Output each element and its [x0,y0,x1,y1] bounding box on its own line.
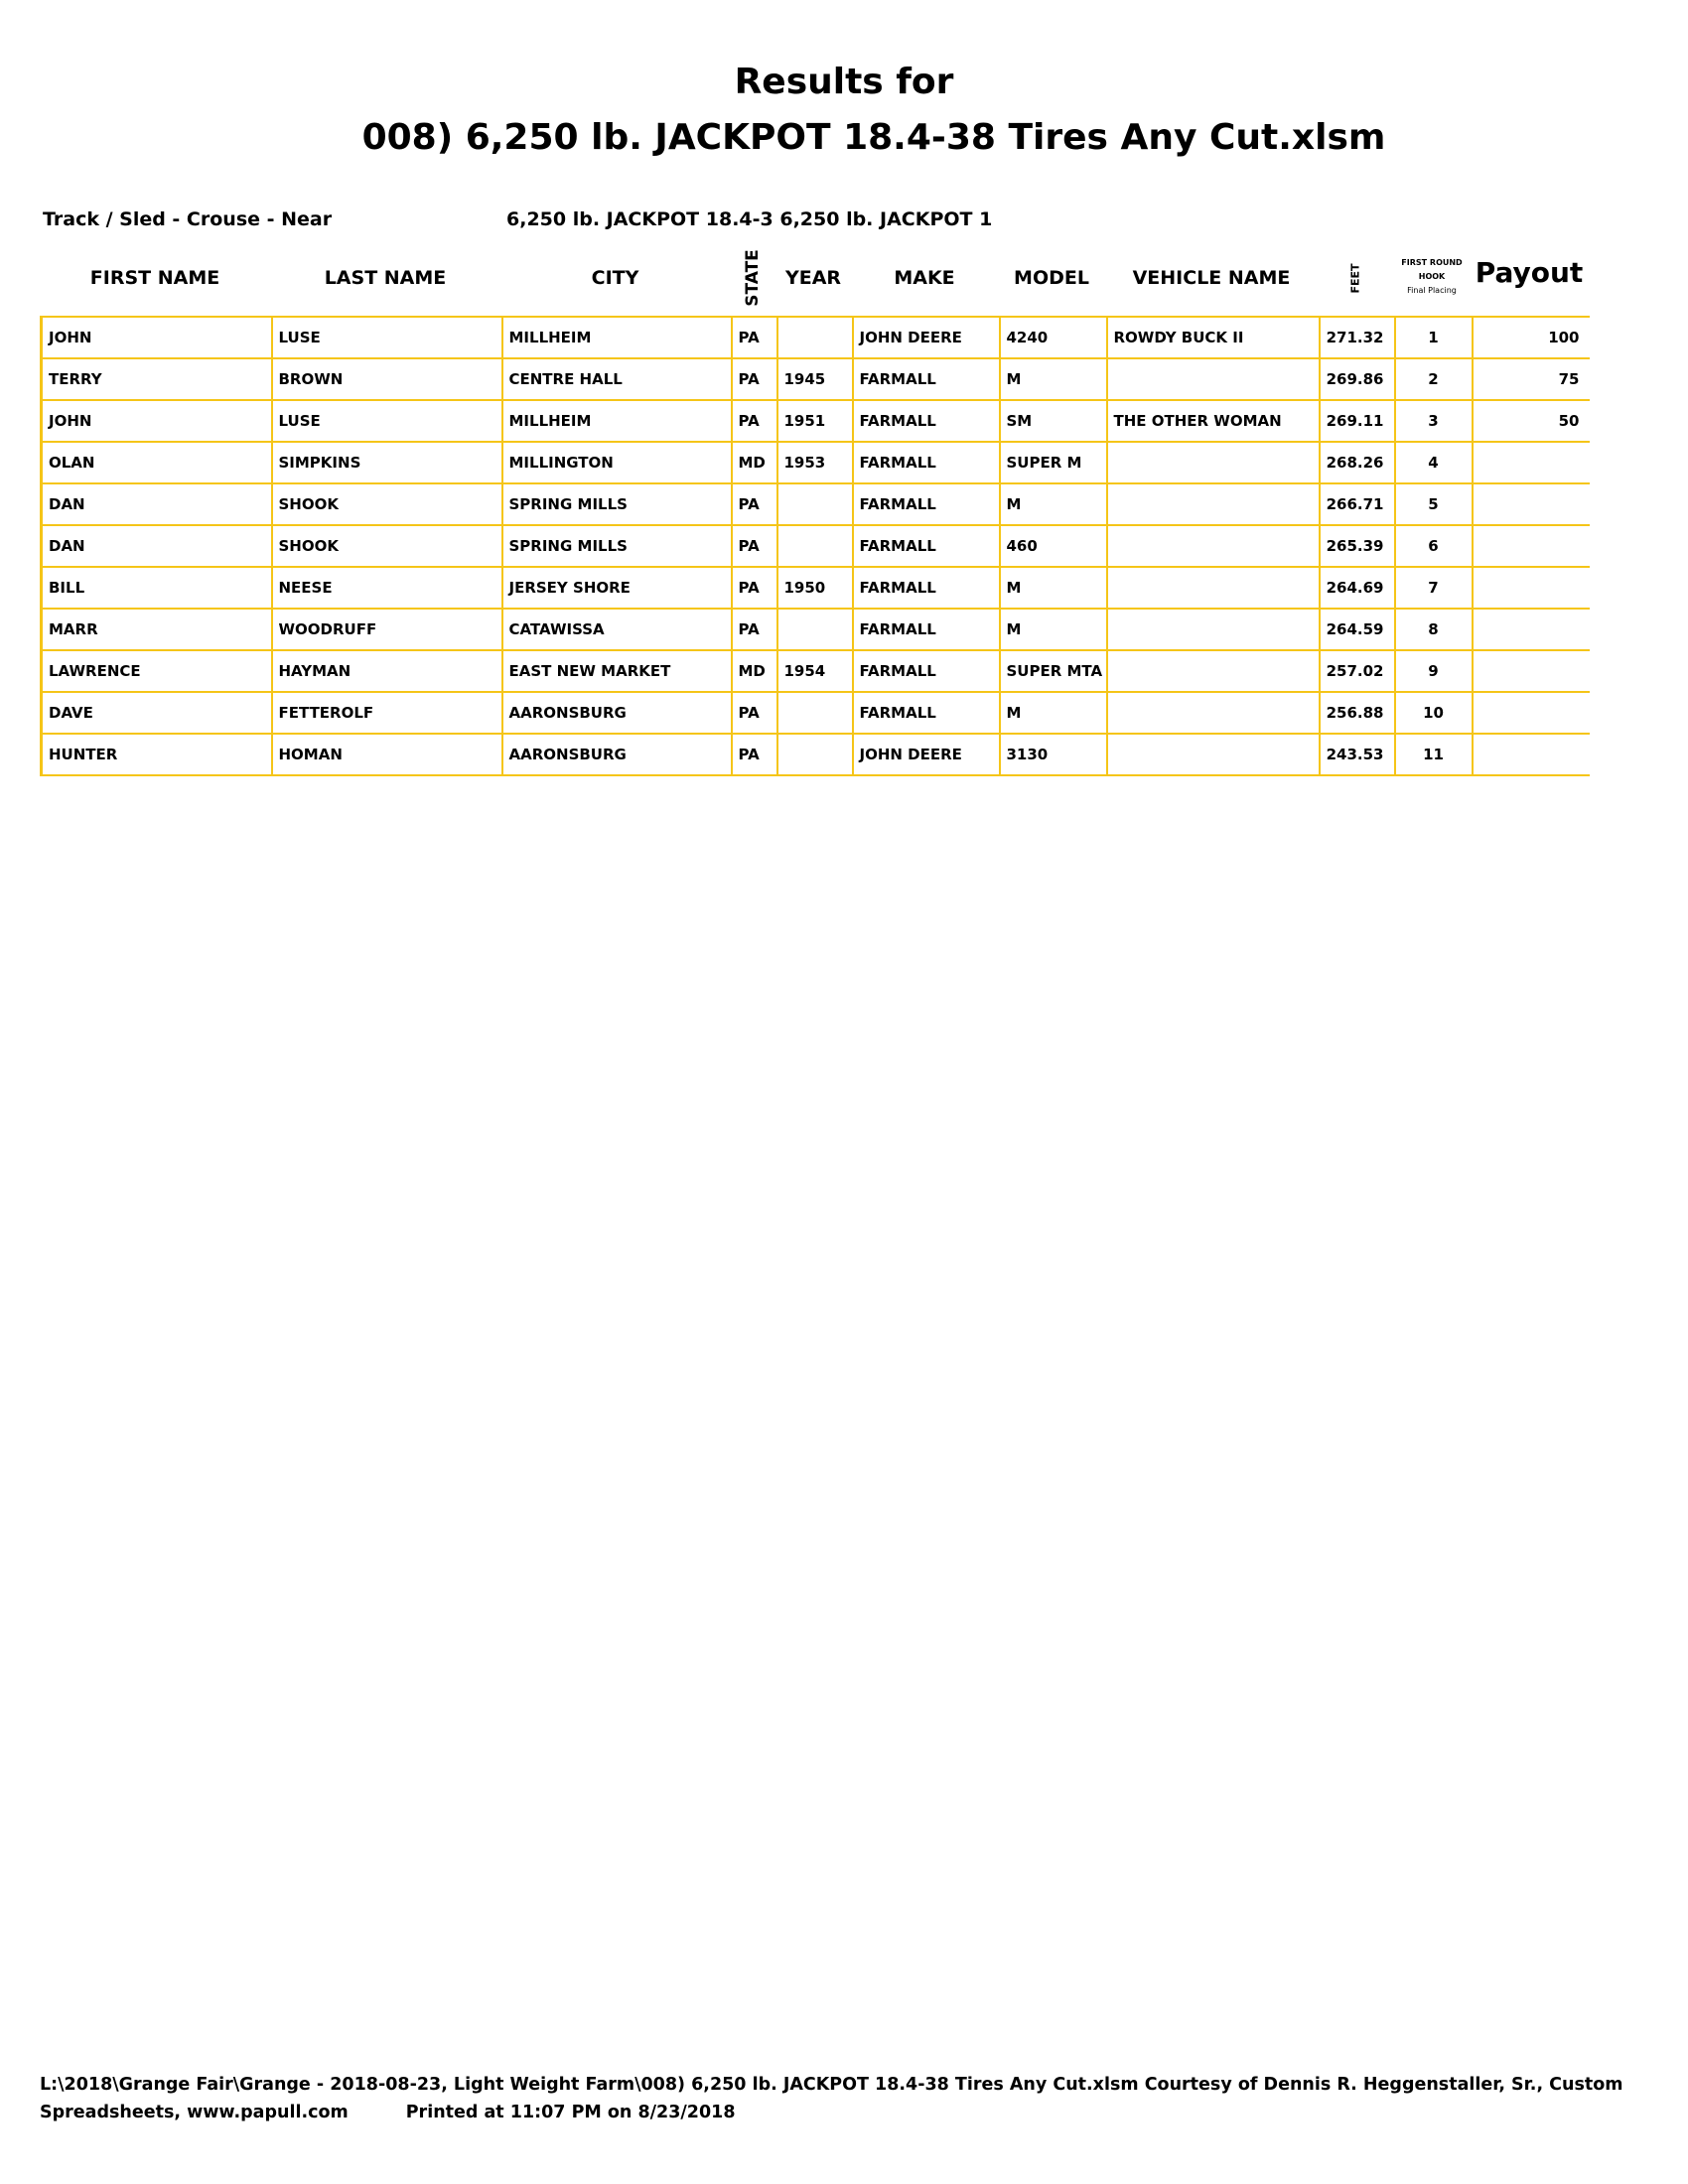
cell-place: 4 [1395,442,1473,483]
cell-payout [1473,650,1590,692]
cell-payout [1473,692,1590,734]
cell-year: 1950 [777,567,853,609]
cell-payout: 100 [1473,317,1590,358]
cell-last-name: WOODRUFF [272,609,502,650]
cell-vehicle-name [1107,567,1320,609]
table-row [42,483,1590,525]
table-row [42,567,1590,609]
cell-model: M [1000,692,1107,734]
table-row [42,400,1590,442]
cell-make: FARMALL [853,567,1000,609]
cell-first-name: JOHN [42,400,272,442]
cell-first-name: DAN [42,525,272,567]
footer-path: L:\2018\Grange Fair\Grange - 2018-08-23, Light Weight Farm\008) 6,250 lb. JACKPOT 18.4-38 Tires Any Cut.xlsm Courtesy of Dennis R. Heggenstaller, Sr., Custom [40,2075,1623,2095]
cell-place: 3 [1395,400,1473,442]
cell-vehicle-name [1107,734,1320,775]
cell-year [777,692,853,734]
cell-vehicle-name [1107,609,1320,650]
cell-make: FARMALL [853,483,1000,525]
cell-first-name: MARR [42,609,272,650]
footer [40,2071,1668,2126]
cell-first-name: BILL [42,567,272,609]
cell-city: MILLHEIM [502,400,732,442]
cell-year [777,734,853,775]
cell-state: PA [732,525,777,567]
cell-first-name: DAVE [42,692,272,734]
cell-model: SUPER M [1000,442,1107,483]
cell-model: SM [1000,400,1107,442]
header-last-name: LAST NAME [324,267,447,289]
class-title: 008) 6,250 lb. JACKPOT 18.4-38 Tires Any Cut.xlsm [361,117,1386,158]
cell-payout [1473,483,1590,525]
cell-payout [1473,442,1590,483]
cell-city: JERSEY SHORE [502,567,732,609]
cell-feet: 256.88 [1320,692,1395,734]
cell-city: EAST NEW MARKET [502,650,732,692]
header-make: MAKE [894,267,955,289]
cell-last-name: NEESE [272,567,502,609]
header-state: STATE [743,249,764,307]
results-table [40,316,1590,776]
cell-last-name: LUSE [272,400,502,442]
cell-place: 8 [1395,609,1473,650]
cell-feet: 268.26 [1320,442,1395,483]
cell-feet: 266.71 [1320,483,1395,525]
cell-city: MILLINGTON [502,442,732,483]
cell-place: 2 [1395,358,1473,400]
cell-year [777,609,853,650]
cell-first-name: DAN [42,483,272,525]
cell-feet: 269.86 [1320,358,1395,400]
cell-year: 1951 [777,400,853,442]
cell-model: M [1000,358,1107,400]
cell-state: PA [732,317,777,358]
cell-city: AARONSBURG [502,734,732,775]
footer-website: Spreadsheets, www.papull.com [40,2103,349,2122]
table-row [42,525,1590,567]
cell-make: JOHN DEERE [853,734,1000,775]
cell-state: PA [732,358,777,400]
cell-last-name: SHOOK [272,483,502,525]
cell-make: FARMALL [853,358,1000,400]
header-payout: Payout [1475,256,1584,289]
cell-first-name: HUNTER [42,734,272,775]
cell-payout: 50 [1473,400,1590,442]
table-row [42,358,1590,400]
cell-place: 7 [1395,567,1473,609]
cell-make: FARMALL [853,609,1000,650]
cell-place: 10 [1395,692,1473,734]
cell-year [777,317,853,358]
cell-feet: 264.69 [1320,567,1395,609]
cell-make: FARMALL [853,650,1000,692]
cell-state: PA [732,483,777,525]
cell-make: FARMALL [853,442,1000,483]
cell-feet: 243.53 [1320,734,1395,775]
cell-feet: 269.11 [1320,400,1395,442]
cell-last-name: SHOOK [272,525,502,567]
cell-payout: 75 [1473,358,1590,400]
track-label: Track / Sled - Crouse - Near [43,208,333,230]
cell-model: M [1000,483,1107,525]
header-city: CITY [591,267,639,289]
cell-model: 460 [1000,525,1107,567]
cell-model: 3130 [1000,734,1107,775]
header-model: MODEL [1014,267,1089,289]
cell-year [777,483,853,525]
cell-place: 5 [1395,483,1473,525]
cell-vehicle-name [1107,525,1320,567]
cell-year [777,525,853,567]
cell-state: PA [732,692,777,734]
cell-make: FARMALL [853,400,1000,442]
header-year: YEAR [784,267,842,289]
table-row [42,609,1590,650]
cell-city: SPRING MILLS [502,525,732,567]
cell-model: M [1000,567,1107,609]
cell-vehicle-name: THE OTHER WOMAN [1107,400,1320,442]
table-row [42,650,1590,692]
cell-first-name: OLAN [42,442,272,483]
cell-city: CENTRE HALL [502,358,732,400]
cell-payout [1473,609,1590,650]
table-row [42,442,1590,483]
cell-city: AARONSBURG [502,692,732,734]
cell-feet: 257.02 [1320,650,1395,692]
cell-make: JOHN DEERE [853,317,1000,358]
header-feet: FEET [1348,262,1362,294]
header-hook-placing: FIRST ROUND HOOK Final Placing [1401,258,1463,295]
cell-city: CATAWISSA [502,609,732,650]
cell-vehicle-name [1107,692,1320,734]
cell-state: MD [732,650,777,692]
cell-place: 11 [1395,734,1473,775]
page-title: Results for [734,62,954,102]
cell-vehicle-name [1107,650,1320,692]
table-row [42,692,1590,734]
cell-make: FARMALL [853,525,1000,567]
cell-feet: 264.59 [1320,609,1395,650]
cell-place: 6 [1395,525,1473,567]
cell-model: SUPER MTA [1000,650,1107,692]
cell-feet: 265.39 [1320,525,1395,567]
cell-place: 1 [1395,317,1473,358]
cell-last-name: HAYMAN [272,650,502,692]
cell-state: PA [732,734,777,775]
cell-last-name: HOMAN [272,734,502,775]
cell-feet: 271.32 [1320,317,1395,358]
cell-payout [1473,525,1590,567]
cell-first-name: LAWRENCE [42,650,272,692]
cell-year: 1954 [777,650,853,692]
class-label: 6,250 lb. JACKPOT 18.4-3 6,250 lb. JACKPOT 1 [506,208,993,230]
cell-model: M [1000,609,1107,650]
cell-state: PA [732,400,777,442]
cell-city: SPRING MILLS [502,483,732,525]
cell-last-name: SIMPKINS [272,442,502,483]
cell-payout [1473,567,1590,609]
table-row [42,734,1590,775]
cell-payout [1473,734,1590,775]
cell-state: PA [732,567,777,609]
cell-state: PA [732,609,777,650]
header-vehicle-name: VEHICLE NAME [1132,267,1291,289]
cell-vehicle-name [1107,358,1320,400]
cell-first-name: TERRY [42,358,272,400]
cell-last-name: BROWN [272,358,502,400]
cell-vehicle-name [1107,483,1320,525]
cell-last-name: LUSE [272,317,502,358]
cell-last-name: FETTEROLF [272,692,502,734]
cell-first-name: JOHN [42,317,272,358]
cell-make: FARMALL [853,692,1000,734]
cell-state: MD [732,442,777,483]
cell-year: 1953 [777,442,853,483]
cell-vehicle-name: ROWDY BUCK II [1107,317,1320,358]
cell-place: 9 [1395,650,1473,692]
cell-model: 4240 [1000,317,1107,358]
cell-city: MILLHEIM [502,317,732,358]
table-row [42,317,1590,358]
cell-year: 1945 [777,358,853,400]
footer-printed: Printed at 11:07 PM on 8/23/2018 [405,2103,736,2122]
cell-vehicle-name [1107,442,1320,483]
header-first-name: FIRST NAME [89,267,220,289]
